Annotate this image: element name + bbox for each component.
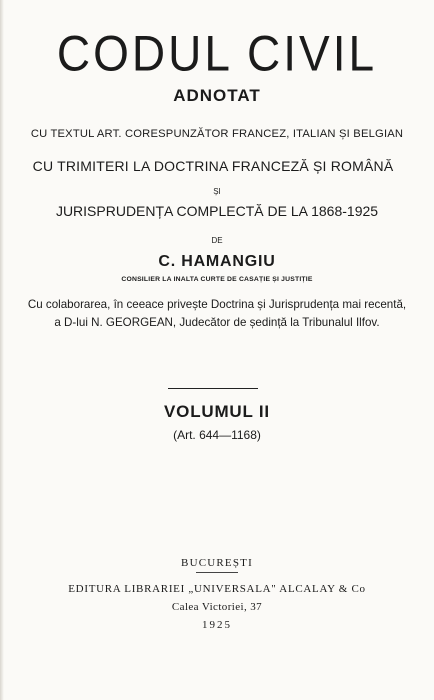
conjunction-text: ȘI	[213, 187, 221, 196]
articles-range: (Art. 644—1168)	[173, 428, 261, 442]
volume-divider-rule	[168, 388, 258, 389]
collaboration-line-1: Cu colaborarea, în ceeace privește Doctrina și Jurisprudența mai recentă,	[27, 298, 407, 311]
jurisprudence-line: JURISPRUDENȚA COMPLECTĂ DE LA 1868-1925	[55, 203, 379, 219]
publication-year: 1925	[202, 619, 232, 631]
book-title: CODUL CIVIL	[56, 24, 378, 82]
collaboration-line-2: a D-lui N. GEORGEAN, Judecător de ședință la Tribunalul Ilfov.	[54, 316, 380, 329]
city-divider-rule	[196, 572, 238, 573]
texts-line: CU TEXTUL ART. CORESPUNZĂTOR FRANCEZ, ITALIAN ȘI BELGIAN	[30, 128, 404, 140]
publisher-address: Calea Victoriei, 37	[171, 601, 263, 613]
book-subtitle: ADNOTAT	[173, 86, 261, 105]
publication-city: BUCUREȘTI	[181, 557, 253, 569]
doctrine-line: CU TRIMITERI LA DOCTRINA FRANCEZĂ ȘI ROMÂNĂ	[32, 158, 394, 174]
by-text: DE	[211, 236, 223, 245]
publisher-name: EDITURA LIBRARIEI „UNIVERSALA" ALCALAY & Co	[68, 583, 366, 595]
volume-label: VOLUMUL II	[164, 402, 270, 421]
author-title: CONSILIER LA INALTA CURTE DE CASAȚIE ȘI JUSTIȚIE	[121, 276, 313, 283]
author-name: C. HAMANGIU	[158, 253, 276, 270]
